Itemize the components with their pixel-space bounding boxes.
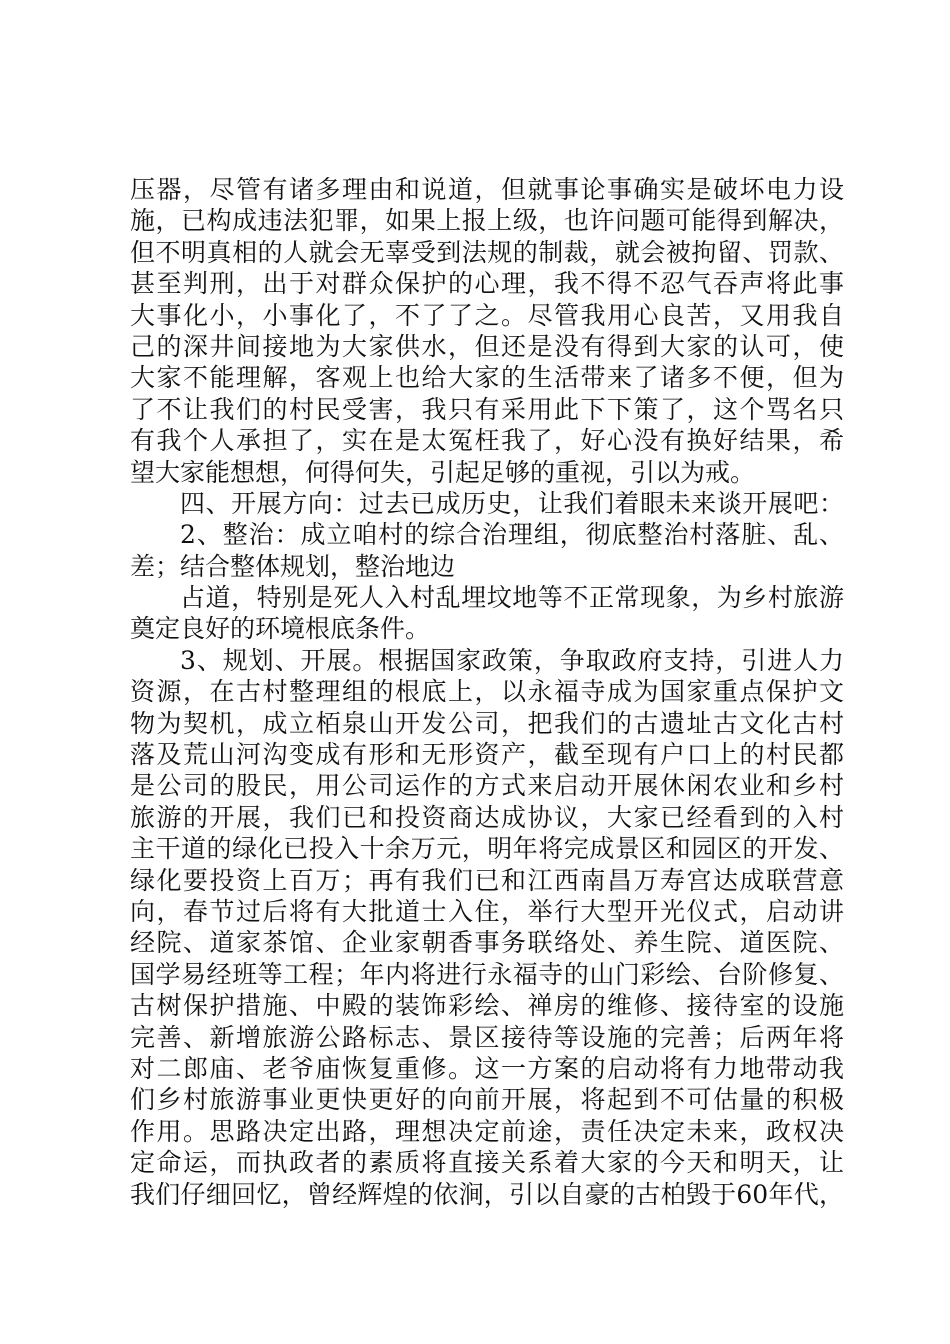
- text-line: 甚至判刑，出于对群众保护的心理，我不得不忍气吞声将此事: [130, 269, 844, 299]
- text-line: 物为契机，成立栢泉山开发公司，把我们的古遗址古文化古村: [130, 708, 844, 738]
- text-line: 奠定良好的环境根底条件。: [130, 614, 431, 644]
- text-line: 绿化要投资上百万；再有我们已和江西南昌万寿宫达成联营意: [130, 865, 844, 895]
- text-line: 完善、新增旅游公路标志、景区接待等设施的完善；后两年将: [130, 1022, 844, 1052]
- text-line: 差；结合整体规划，整治地边: [130, 551, 456, 581]
- text-line: 3、规划、开展。根据国家政策，争取政府支持，引进人力: [180, 645, 844, 675]
- text-line: 占道，特别是死人入村乱埋坟地等不正常现象，为乡村旅游: [180, 583, 844, 613]
- text-line: 四、开展方向：过去已成历史，让我们着眼未来谈开展吧：: [180, 488, 844, 518]
- document-body: [130, 174, 844, 1210]
- text-line: 我们仔细回忆，曾经辉煌的依涧，引以自豪的古柏毁于60年代，: [130, 1179, 844, 1209]
- text-line: 但不明真相的人就会无辜受到法规的制裁，就会被拘留、罚款、: [130, 237, 844, 267]
- text-line: 施，已构成违法犯罪，如果上报上级，也许问题可能得到解决，: [130, 206, 844, 236]
- text-line: 作用。思路决定出路，理想决定前途，责任决定未来，政权决: [130, 1116, 844, 1146]
- text-line: 对二郎庙、老爷庙恢复重修。这一方案的启动将有力地带动我: [130, 1053, 844, 1083]
- text-line: 旅游的开展，我们已和投资商达成协议，大家已经看到的入村: [130, 802, 844, 832]
- text-line: 有我个人承担了，实在是太冤枉我了，好心没有换好结果，希: [130, 426, 844, 456]
- text-line: 主干道的绿化已投入十余万元，明年将完成景区和园区的开发、: [130, 834, 844, 864]
- text-line: 们乡村旅游事业更快更好的向前开展，将起到不可估量的积极: [130, 1085, 844, 1115]
- text-line: 2、整治：成立咱村的综合治理组，彻底整治村落脏、乱、: [180, 520, 844, 550]
- text-line: 望大家能想想，何得何失，引起足够的重视，引以为戒。: [130, 457, 756, 487]
- text-line: 向，春节过后将有大批道士入住，举行大型开光仪式，启动讲: [130, 896, 844, 926]
- paragraph: [130, 174, 844, 488]
- paragraph: [130, 645, 844, 1210]
- text-line: 大家不能理解，客观上也给大家的生活带来了诸多不便，但为: [130, 363, 844, 393]
- paragraph: [130, 519, 844, 582]
- text-line: 压器，尽管有诸多理由和说道，但就事论事确实是破坏电力设: [130, 175, 844, 204]
- text-line: 资源，在古村整理组的根底上，以永福寺成为国家重点保护文: [130, 677, 844, 707]
- text-line: 落及荒山河沟变成有形和无形资产，截至现有户口上的村民都: [130, 740, 844, 770]
- text-line: 大事化小，小事化了，不了了之。尽管我用心良苦，又用我自: [130, 300, 844, 330]
- text-line: 经院、道家茶馆、企业家朝香事务联络处、养生院、道医院、: [130, 928, 844, 958]
- text-line: 国学易经班等工程；年内将进行永福寺的山门彩绘、台阶修复、: [130, 959, 844, 989]
- text-line: 定命运，而执政者的素质将直接关系着大家的今天和明天，让: [130, 1148, 844, 1178]
- text-line: 是公司的股民，用公司运作的方式来启动开展休闲农业和乡村: [130, 771, 844, 801]
- paragraph: [130, 582, 844, 645]
- text-line: 了不让我们的村民受害，我只有采用此下下策了，这个骂名只: [130, 394, 844, 424]
- text-line: 古树保护措施、中殿的装饰彩绘、禅房的维修、接待室的设施: [130, 991, 844, 1021]
- text-line: 己的深井间接地为大家供水，但还是没有得到大家的认可，使: [130, 331, 844, 361]
- section-heading-paragraph: [130, 488, 844, 519]
